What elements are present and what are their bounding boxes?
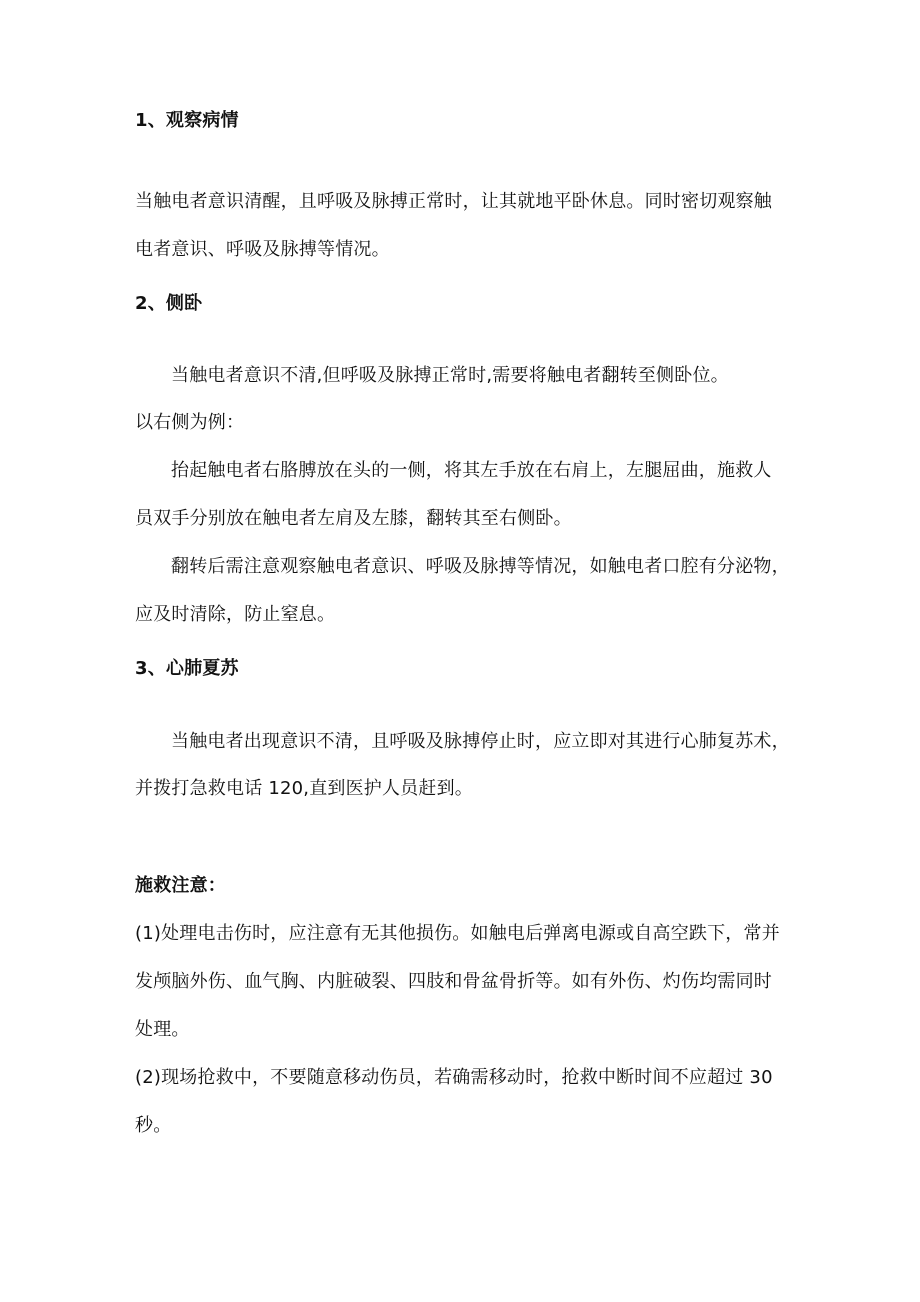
notice-line-3: 处理。 bbox=[135, 1019, 190, 1040]
section-3-line-2: 并拨打急救电话 120,直到医护人员赶到。 bbox=[135, 778, 473, 799]
notice-heading: 施救注意： bbox=[135, 875, 226, 896]
section-1-line-2: 电者意识、呼吸及脉搏等情况。 bbox=[135, 239, 390, 260]
section-3-line-1: 当触电者出现意识不清，且呼吸及脉搏停止时，应立即对其进行心肺复苏术， bbox=[171, 731, 790, 752]
section-2-line-1: 当触电者意识不清,但呼吸及脉搏正常时,需要将触电者翻转至侧卧位。 bbox=[171, 365, 729, 386]
notice-line-4: (2)现场抢救中，不要随意移动伤员，若确需移动时，抢救中断时间不应超过 30 bbox=[135, 1067, 773, 1088]
notice-line-1: (1)处理电击伤时，应注意有无其他损伤。如触电后弹离电源或自高空跌下，常并 bbox=[135, 923, 780, 944]
section-heading-1: 1、观察病情 bbox=[135, 110, 239, 131]
section-1-line-1: 当触电者意识清醒，且呼吸及脉搏正常时，让其就地平卧休息。同时密切观察触 bbox=[135, 191, 772, 212]
section-heading-3: 3、心肺夏苏 bbox=[135, 658, 239, 679]
section-2-line-2: 以右侧为例： bbox=[135, 412, 245, 433]
section-heading-2: 2、侧卧 bbox=[135, 293, 203, 314]
notice-line-5: 秒。 bbox=[135, 1115, 172, 1136]
section-2-line-5: 翻转后需注意观察触电者意识、呼吸及脉搏等情况，如触电者口腔有分泌物， bbox=[171, 556, 790, 577]
section-2-line-4: 员双手分别放在触电者左肩及左膝，翻转其至右侧卧。 bbox=[135, 508, 572, 529]
notice-line-2: 发颅脑外伤、血气胸、内脏破裂、四肢和骨盆骨折等。如有外伤、灼伤均需同时 bbox=[135, 971, 772, 992]
section-2-line-6: 应及时清除，防止窒息。 bbox=[135, 604, 336, 625]
section-2-line-3: 抬起触电者右胳膊放在头的一侧，将其左手放在右肩上，左腿屈曲，施救人 bbox=[171, 460, 772, 481]
